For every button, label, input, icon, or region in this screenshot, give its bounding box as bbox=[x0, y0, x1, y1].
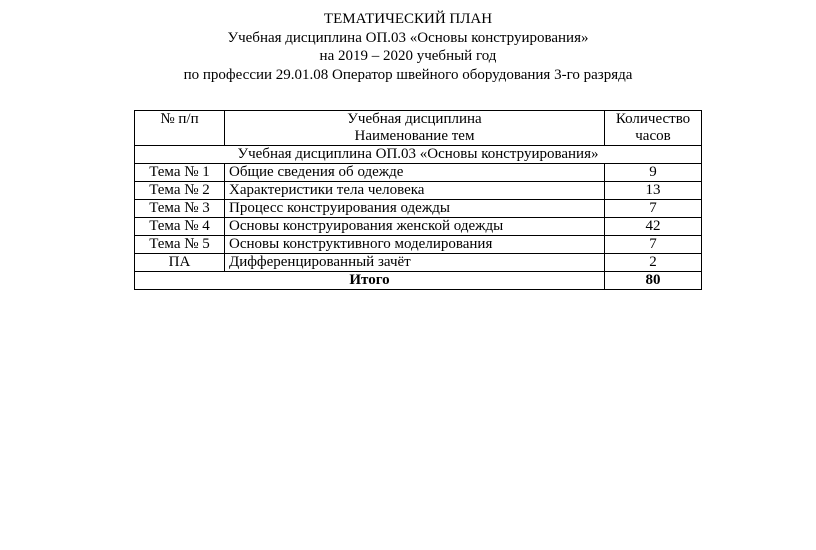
table-row bbox=[135, 182, 702, 200]
header-hours-line2: часов bbox=[635, 128, 671, 144]
row-hours: 9 bbox=[605, 164, 702, 182]
row-number: Тема № 2 bbox=[135, 182, 225, 200]
row-topic: Процесс конструирования одежды bbox=[225, 200, 605, 218]
header-number-label: № п/п bbox=[160, 111, 199, 127]
section-row bbox=[135, 146, 702, 164]
row-number: ПА bbox=[135, 254, 225, 272]
thematic-plan-table bbox=[134, 110, 702, 290]
row-number: Тема № 4 bbox=[135, 218, 225, 236]
row-topic: Основы конструирования женской одежды bbox=[225, 218, 605, 236]
row-hours: 7 bbox=[605, 200, 702, 218]
row-hours: 2 bbox=[605, 254, 702, 272]
header-topic-line2: Наименование тем bbox=[354, 128, 475, 144]
header-topic-line1: Учебная дисциплина bbox=[347, 111, 482, 127]
total-hours: 80 bbox=[605, 272, 702, 290]
row-number: Тема № 3 bbox=[135, 200, 225, 218]
table-row bbox=[135, 254, 702, 272]
row-hours: 7 bbox=[605, 236, 702, 254]
row-topic: Характеристики тела человека bbox=[225, 182, 605, 200]
academic-year-line: на 2019 – 2020 учебный год bbox=[319, 48, 497, 64]
row-topic: Общие сведения об одежде bbox=[225, 164, 605, 182]
header-topic bbox=[225, 111, 605, 146]
total-label: Итого bbox=[135, 272, 605, 290]
row-hours: 42 bbox=[605, 218, 702, 236]
row-topic: Дифференцированный зачёт bbox=[225, 254, 605, 272]
document-header bbox=[0, 10, 816, 84]
table-row bbox=[135, 164, 702, 182]
table-row bbox=[135, 200, 702, 218]
table-header-row bbox=[135, 111, 702, 146]
total-row bbox=[135, 272, 702, 290]
table-row bbox=[135, 236, 702, 254]
section-title: Учебная дисциплина ОП.03 «Основы конструирования» bbox=[135, 146, 702, 164]
header-hours-line1: Количество bbox=[615, 111, 691, 127]
row-topic: Основы конструктивного моделирования bbox=[225, 236, 605, 254]
header-number bbox=[135, 111, 225, 146]
document-title: ТЕМАТИЧЕСКИЙ ПЛАН bbox=[323, 11, 493, 27]
table-row bbox=[135, 218, 702, 236]
row-number: Тема № 1 bbox=[135, 164, 225, 182]
row-number: Тема № 5 bbox=[135, 236, 225, 254]
profession-line: по профессии 29.01.08 Оператор швейного оборудования 3-го разряда bbox=[183, 66, 633, 83]
discipline-line: Учебная дисциплина ОП.03 «Основы конструирования» bbox=[227, 29, 589, 46]
row-hours: 13 bbox=[605, 182, 702, 200]
header-hours bbox=[605, 111, 702, 146]
